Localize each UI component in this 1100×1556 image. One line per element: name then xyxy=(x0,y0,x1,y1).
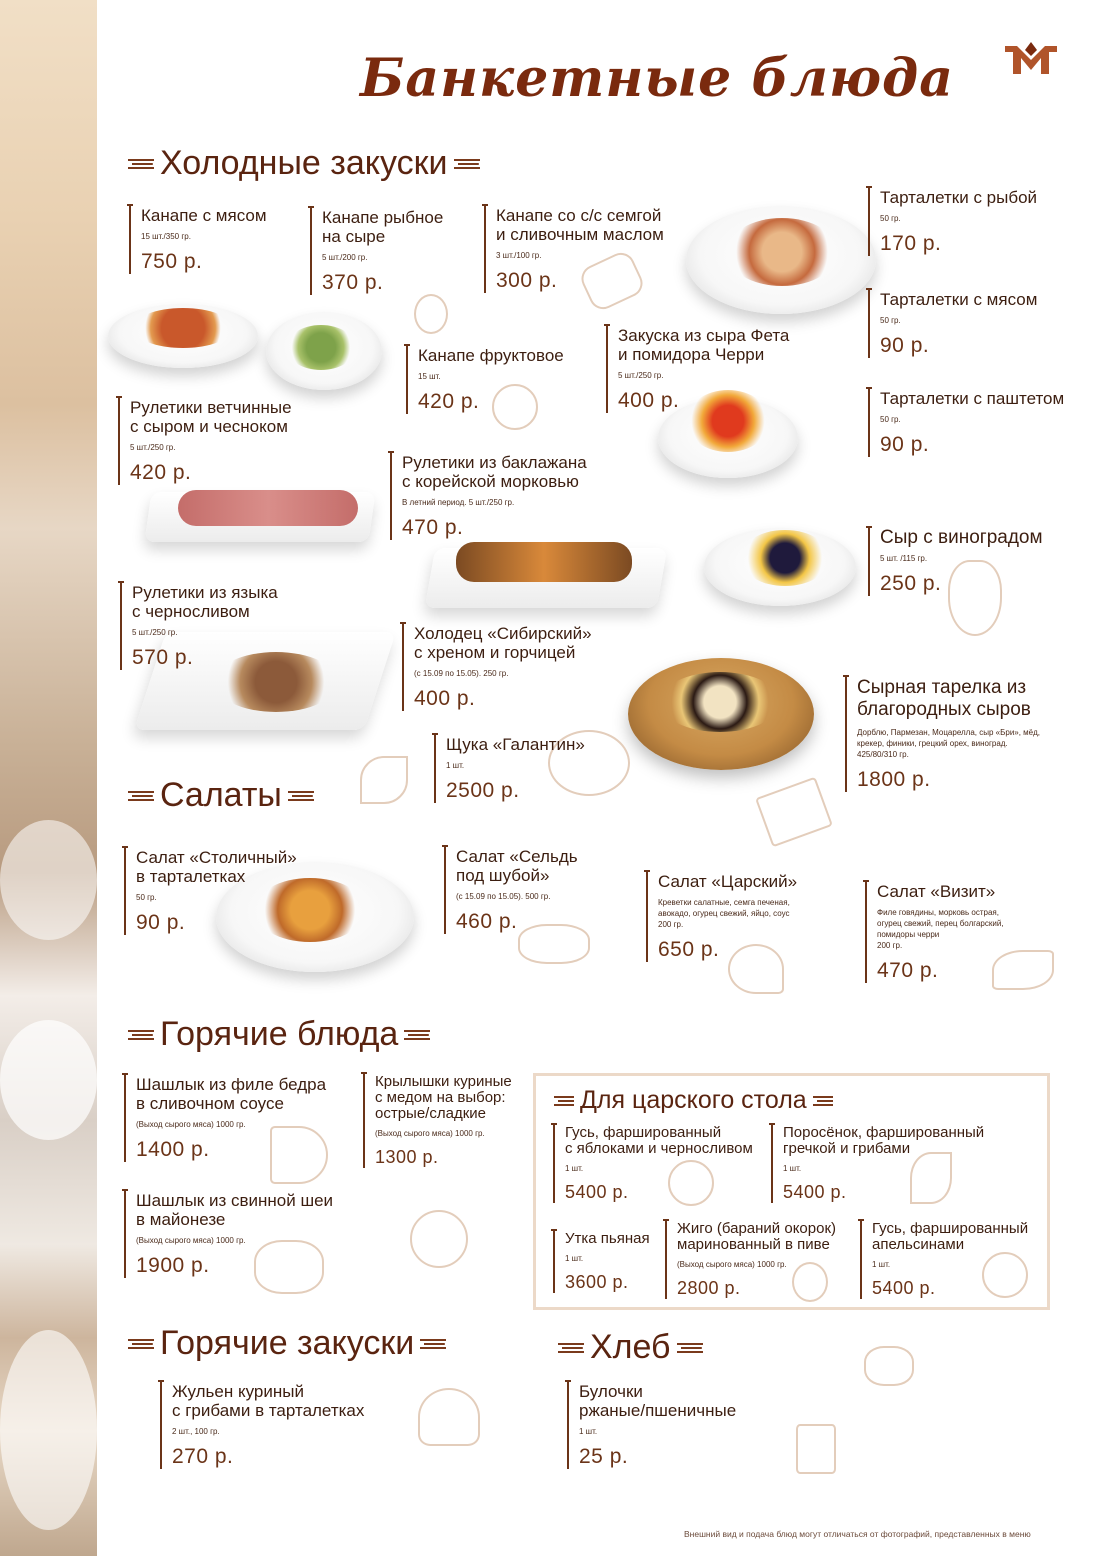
menu-item: Утка пьяная 1 шт. 3600 р. xyxy=(553,1231,650,1293)
menu-item: Крылышки куриные с медом на выбор: острые/сладкие (Выход сырого мяса) 1000 гр. 1300 р. xyxy=(363,1074,512,1168)
food-image xyxy=(286,325,356,370)
menu-item: Тарталетки с мясом 50 гр. 90 р. xyxy=(868,290,1037,358)
section-tsar-table: Для царского стола xyxy=(548,1086,839,1115)
decorative-photo-strip xyxy=(0,0,97,1556)
food-image xyxy=(740,530,830,586)
section-hot-snacks: Горячие закуски xyxy=(122,1324,452,1363)
menu-item: Канапе фруктовое 15 шт. 420 р. xyxy=(406,346,564,414)
onion-icon xyxy=(410,1210,468,1268)
cheese-icon xyxy=(755,777,833,848)
section-hot-dishes: Горячие блюда xyxy=(122,1015,436,1054)
mushroom-icon xyxy=(418,1388,480,1446)
menu-item: Канапе со с/с семгой и сливочным маслом 3 шт./100 гр. 300 р. xyxy=(484,206,664,293)
menu-item: Салат «Сельдь под шубой» (с 15.09 по 15.05). 500 гр. 460 р. xyxy=(444,847,578,934)
menu-item: Салат «Столичный» в тарталетках 50 гр. 90 р. xyxy=(124,848,297,935)
menu-item: Тарталетки с рыбой 50 гр. 170 р. xyxy=(868,188,1037,256)
food-image xyxy=(133,308,233,348)
menu-item: Жиго (бараний окорок) маринованный в пиве (Выход сырого мяса) 1000 гр. 2800 р. xyxy=(665,1221,836,1299)
menu-item: Сыр с виноградом 5 шт. /115 гр. 250 р. xyxy=(868,528,1043,596)
menu-item: Шашлык из свинной шеи в майонезе (Выход сырого мяса) 1000 гр. 1900 р. xyxy=(124,1191,333,1278)
footer-disclaimer: Внешний вид и подача блюд могут отличаться от фотографий, представленных в меню xyxy=(684,1529,1031,1539)
food-image xyxy=(178,490,358,526)
herb-icon xyxy=(864,1346,914,1386)
apple-icon xyxy=(414,294,448,334)
menu-item: Гусь, фаршированный с яблоками и черносливом 1 шт. 5400 р. xyxy=(553,1125,753,1203)
menu-item: Щука «Галантин» 1 шт. 2500 р. xyxy=(434,735,585,803)
menu-item: Жульен куриный с грибами в тарталетках 2 шт., 100 гр. 270 р. xyxy=(160,1382,364,1469)
food-image xyxy=(726,218,838,286)
section-bread: Хлеб xyxy=(552,1328,709,1367)
food-image xyxy=(456,542,632,582)
restaurant-logo-icon xyxy=(1003,40,1059,80)
menu-item: Салат «Визит» Филе говядины, морковь острая, огурец свежий, перец болгарский, помидоры черри 200 гр. 470 р. xyxy=(865,882,1004,983)
menu-item: Закуска из сыра Фета и помидора Черри 5 шт./250 гр. 400 р. xyxy=(606,326,789,413)
section-salads: Салаты xyxy=(122,776,320,815)
menu-item: Рулетики из баклажана с корейской морковью В летний период. 5 шт./250 гр. 470 р. xyxy=(390,453,587,540)
menu-item: Рулетики ветчинные с сыром и чесноком 5 шт./250 гр. 420 р. xyxy=(118,398,292,485)
page-title: Банкетные блюда xyxy=(360,48,954,109)
menu-item: Булочки ржаные/пшеничные 1 шт. 25 р. xyxy=(567,1382,736,1469)
dill-icon xyxy=(360,756,408,804)
menu-item: Шашлык из филе бедра в сливочном соусе (Выход сырого мяса) 1000 гр. 1400 р. xyxy=(124,1075,326,1162)
menu-item: Канапе рыбное на сыре 5 шт./200 гр. 370 р. xyxy=(310,208,443,295)
menu-item: Тарталетки с паштетом 50 гр. 90 р. xyxy=(868,389,1064,457)
food-image xyxy=(660,672,780,732)
menu-item: Гусь, фаршированный апельсинами 1 шт. 5400 р. xyxy=(860,1221,1028,1299)
dill-icon xyxy=(796,1424,836,1474)
menu-item: Рулетики из языка с черносливом 5 шт./250 гр. 570 р. xyxy=(120,583,278,670)
menu-item: Холодец «Сибирский» с хреном и горчицей (с 15.09 по 15.05). 250 гр. 400 р. xyxy=(402,624,592,711)
menu-item: Канапе с мясом 15 шт./350 гр. 750 р. xyxy=(129,206,267,274)
menu-item: Салат «Царский» Креветки салатные, семга печеная, авокадо, огурец свежий, яйцо, соус 200 гр. 650 р. xyxy=(646,872,797,962)
menu-item: Сырная тарелка из благородных сыров Дорблю, Пармезан, Моцарелла, сыр «Бри», мёд, крекер, финики, грецкий орех, виноград. 425/80/310 гр. 1800 р. xyxy=(845,677,1040,792)
menu-item: Поросёнок, фаршированный гречкой и грибами 1 шт. 5400 р. xyxy=(771,1125,984,1203)
section-cold-snacks: Холодные закуски xyxy=(122,144,486,183)
